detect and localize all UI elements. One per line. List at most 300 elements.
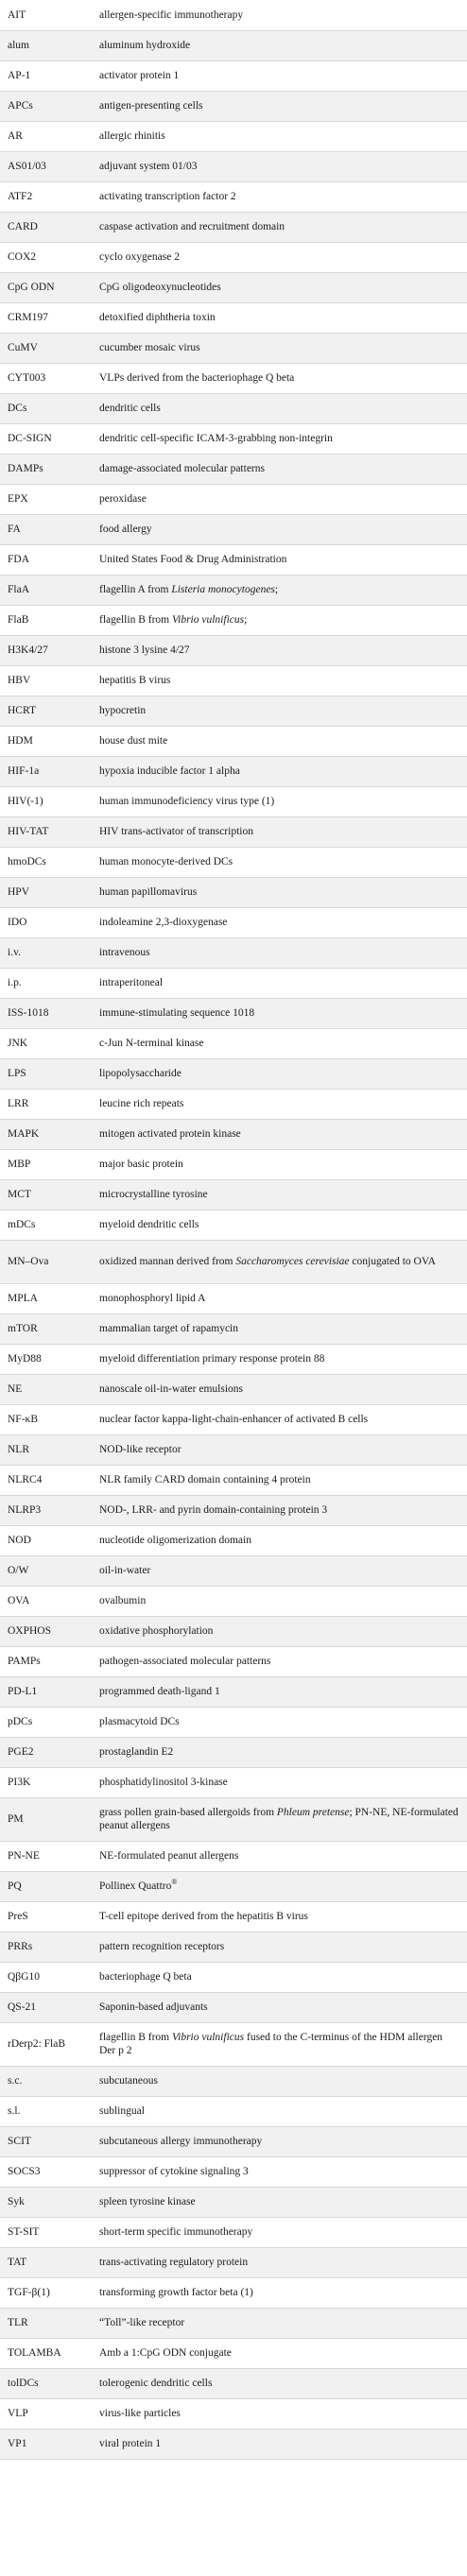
definition-cell: [94, 1707, 467, 1737]
definition-text: microcrystalline tyrosine: [99, 1189, 208, 1200]
definition-italic-text: Phleum pretense: [276, 1807, 350, 1818]
definition-text: trans-activating regulatory protein: [99, 2257, 249, 2268]
table-row: [0, 1586, 467, 1616]
table-row: [0, 696, 467, 726]
table-row: [0, 1404, 467, 1434]
table-row: [0, 544, 467, 575]
definition-cell: [94, 2217, 467, 2247]
definition-cell: [94, 484, 467, 514]
table-row: [0, 635, 467, 665]
definition-cell: [94, 847, 467, 877]
definition-text: HIV trans-activator of transcription: [99, 826, 253, 837]
abbreviation-cell: CARD: [0, 212, 94, 242]
definition-text: hepatitis B virus: [99, 675, 171, 686]
abbreviation-cell: NOD: [0, 1525, 94, 1555]
definition-cell: [94, 2368, 467, 2398]
definition-text: oil-in-water: [99, 1565, 151, 1576]
definition-text: dendritic cell-specific ICAM-3-grabbing non-integrin: [99, 433, 333, 444]
definition-cell: [94, 1901, 467, 1932]
definition-cell: [94, 181, 467, 212]
definition-text: flagellin B from: [99, 614, 172, 626]
abbreviation-cell: PreS: [0, 1901, 94, 1932]
definition-text: viral protein 1: [99, 2438, 162, 2449]
registered-mark: ®: [171, 1878, 178, 1887]
abbreviation-cell: TGF-β(1): [0, 2277, 94, 2308]
definition-cell: [94, 907, 467, 937]
abbreviation-cell: APCs: [0, 91, 94, 121]
abbreviation-cell: ISS-1018: [0, 998, 94, 1028]
abbreviation-cell: SOCS3: [0, 2156, 94, 2187]
table-row: [0, 60, 467, 91]
abbreviation-cell: tolDCs: [0, 2368, 94, 2398]
definition-cell: [94, 756, 467, 786]
definition-text: human immunodeficiency virus type (1): [99, 796, 275, 807]
definition-cell: [94, 1028, 467, 1058]
definition-text: NE-formulated peanut allergens: [99, 1850, 239, 1862]
table-row: [0, 1871, 467, 1901]
definition-text: detoxified diphtheria toxin: [99, 312, 216, 323]
abbreviation-cell: NLRP3: [0, 1495, 94, 1525]
definition-text: subcutaneous allergy immunotherapy: [99, 2136, 263, 2147]
abbreviation-cell: PD-L1: [0, 1676, 94, 1707]
definition-italic-text: Listeria monocytogenes: [171, 584, 275, 595]
abbreviation-cell: PQ: [0, 1871, 94, 1901]
table-row: [0, 605, 467, 635]
table-row: [0, 91, 467, 121]
definition-text: virus-like particles: [99, 2408, 181, 2419]
definition-text-after: ;: [274, 584, 279, 595]
definition-text: phosphatidylinositol 3-kinase: [99, 1777, 228, 1788]
definition-cell: [94, 1992, 467, 2022]
definition-cell: [94, 1616, 467, 1646]
abbreviation-cell: Syk: [0, 2187, 94, 2217]
definition-cell: [94, 1676, 467, 1707]
definition-cell: [94, 968, 467, 998]
definition-italic-text: Vibrio vulnificus: [171, 614, 245, 626]
abbreviation-cell: NLR: [0, 1434, 94, 1465]
definition-text: hypocretin: [99, 705, 147, 716]
definition-text: mammalian target of rapamycin: [99, 1323, 238, 1334]
abbreviation-cell: SCIT: [0, 2126, 94, 2156]
definition-text: allergen-specific immunotherapy: [99, 9, 244, 21]
table-row: [0, 1646, 467, 1676]
definition-text: lipopolysaccharide: [99, 1068, 182, 1079]
definition-text: major basic protein: [99, 1159, 183, 1170]
abbreviation-cell: CuMV: [0, 333, 94, 363]
definition-text: indoleamine 2,3-dioxygenase: [99, 917, 228, 928]
table-row: [0, 937, 467, 968]
definition-text: activator protein 1: [99, 70, 180, 81]
abbreviation-cell: AR: [0, 121, 94, 151]
definition-cell: [94, 333, 467, 363]
definition-cell: [94, 1465, 467, 1495]
definition-text: United States Food & Drug Administration: [99, 554, 287, 565]
abbreviation-cell: LRR: [0, 1089, 94, 1119]
definition-text: intraperitoneal: [99, 977, 164, 988]
table-row: [0, 2247, 467, 2277]
definition-text: CpG oligodeoxynucleotides: [99, 282, 221, 293]
abbreviation-cell: MBP: [0, 1149, 94, 1179]
abbreviation-cell: mDCs: [0, 1210, 94, 1240]
definition-text-after: ;: [244, 614, 248, 626]
table-row: [0, 514, 467, 544]
table-row: [0, 1797, 467, 1841]
definition-text: dendritic cells: [99, 403, 161, 414]
abbreviation-cell: hmoDCs: [0, 847, 94, 877]
definition-text: immune-stimulating sequence 1018: [99, 1007, 255, 1019]
definition-text: grass pollen grain-based allergoids from: [99, 1807, 277, 1818]
definition-cell: [94, 696, 467, 726]
definition-cell: [94, 1119, 467, 1149]
table-row: [0, 1149, 467, 1179]
abbreviation-cell: PAMPs: [0, 1646, 94, 1676]
table-row: [0, 1028, 467, 1058]
definition-cell: [94, 2156, 467, 2187]
definition-cell: [94, 2187, 467, 2217]
table-row: [0, 1089, 467, 1119]
definition-cell: [94, 363, 467, 393]
abbreviation-cell: PRRs: [0, 1932, 94, 1962]
definition-cell: [94, 302, 467, 333]
definition-cell: [94, 2277, 467, 2308]
definition-text: nanoscale oil-in-water emulsions: [99, 1383, 244, 1395]
definition-text: cucumber mosaic virus: [99, 342, 200, 353]
table-row: [0, 907, 467, 937]
definition-text-after: ; PN-NE, NE-formulated peanut allergens: [99, 1807, 458, 1831]
definition-text: human papillomavirus: [99, 886, 198, 898]
definition-cell: [94, 937, 467, 968]
abbreviation-cell: NLRC4: [0, 1465, 94, 1495]
definition-cell: [94, 212, 467, 242]
abbreviation-cell: i.v.: [0, 937, 94, 968]
definition-italic-text: Saccharomyces cerevisiae: [235, 1256, 350, 1267]
definition-cell: [94, 60, 467, 91]
abbreviation-cell: MCT: [0, 1179, 94, 1210]
table-row: [0, 1240, 467, 1283]
definition-text: leucine rich repeats: [99, 1098, 184, 1109]
table-row: [0, 1841, 467, 1871]
definition-text: aluminum hydroxide: [99, 40, 191, 51]
abbreviation-cell: mTOR: [0, 1314, 94, 1344]
table-row: [0, 1616, 467, 1646]
definition-cell: [94, 1932, 467, 1962]
abbreviation-cell: TOLAMBA: [0, 2338, 94, 2368]
table-row: [0, 847, 467, 877]
table-row: [0, 2022, 467, 2066]
definition-text: Saponin-based adjuvants: [99, 2001, 208, 2013]
definition-cell: [94, 2066, 467, 2096]
definition-cell: [94, 1314, 467, 1344]
definition-text: peroxidase: [99, 493, 147, 505]
definition-text: T-cell epitope derived from the hepatitis B virus: [99, 1911, 308, 1922]
table-row: [0, 2187, 467, 2217]
table-row: [0, 1434, 467, 1465]
definition-text: mitogen activated protein kinase: [99, 1128, 241, 1140]
definition-text: VLPs derived from the bacteriophage Q beta: [99, 372, 295, 384]
abbreviation-cell: JNK: [0, 1028, 94, 1058]
definition-text: sublingual: [99, 2105, 145, 2117]
abbreviation-cell: HDM: [0, 726, 94, 756]
definition-text: bacteriophage Q beta: [99, 1971, 192, 1983]
abbreviation-cell: DAMPs: [0, 454, 94, 484]
definition-text: flagellin B from: [99, 2032, 172, 2043]
definition-text: histone 3 lysine 4/27: [99, 644, 190, 656]
table-row: [0, 1737, 467, 1767]
definition-italic-text: Vibrio vulnificus: [171, 2032, 245, 2043]
definition-cell: [94, 1344, 467, 1374]
table-row: [0, 423, 467, 454]
definition-cell: [94, 242, 467, 272]
definition-text: programmed death-ligand 1: [99, 1686, 220, 1697]
table-row: [0, 181, 467, 212]
abbreviation-cell: AP-1: [0, 60, 94, 91]
definition-text: pathogen-associated molecular patterns: [99, 1656, 271, 1667]
definition-cell: [94, 1179, 467, 1210]
definition-cell: [94, 2126, 467, 2156]
table-row: [0, 1495, 467, 1525]
definition-cell: [94, 91, 467, 121]
definition-text: Pollinex Quattro: [99, 1880, 172, 1892]
abbreviation-cell: PI3K: [0, 1767, 94, 1797]
definition-text-after: fused to the C-terminus of the HDM allergen Der p 2: [99, 2032, 443, 2056]
definition-text: NOD-, LRR- and pyrin domain-containing protein 3: [99, 1504, 328, 1516]
table-row: [0, 151, 467, 181]
definition-cell: [94, 1149, 467, 1179]
definition-text: house dust mite: [99, 735, 168, 747]
abbreviation-cell: AS01/03: [0, 151, 94, 181]
table-row: [0, 665, 467, 696]
table-row: [0, 484, 467, 514]
table-row: [0, 333, 467, 363]
table-row: [0, 877, 467, 907]
definition-cell: [94, 1495, 467, 1525]
table-row: [0, 756, 467, 786]
table-row: [0, 2096, 467, 2126]
abbreviation-cell: pDCs: [0, 1707, 94, 1737]
table-row: [0, 1901, 467, 1932]
definition-text: ovalbumin: [99, 1595, 147, 1606]
definition-cell: [94, 2247, 467, 2277]
definition-cell: [94, 1767, 467, 1797]
definition-cell: [94, 1586, 467, 1616]
table-row: [0, 726, 467, 756]
definition-cell: [94, 786, 467, 816]
table-row: [0, 272, 467, 302]
definition-cell: [94, 1240, 467, 1283]
table-row: [0, 1707, 467, 1737]
definition-cell: [94, 726, 467, 756]
table-row: [0, 393, 467, 423]
definition-cell: [94, 2398, 467, 2429]
table-row: [0, 1962, 467, 1992]
definition-cell: [94, 1525, 467, 1555]
abbreviation-cell: NE: [0, 1374, 94, 1404]
table-row: [0, 2338, 467, 2368]
abbreviation-cell: NF-κB: [0, 1404, 94, 1434]
abbreviation-cell: PN-NE: [0, 1841, 94, 1871]
definition-text: intravenous: [99, 947, 150, 958]
definition-cell: [94, 2429, 467, 2459]
definition-text: oxidative phosphorylation: [99, 1625, 214, 1637]
abbreviation-cell: IDO: [0, 907, 94, 937]
table-row: [0, 212, 467, 242]
abbreviation-cell: MPLA: [0, 1283, 94, 1314]
abbreviation-cell: s.l.: [0, 2096, 94, 2126]
abbreviation-cell: OVA: [0, 1586, 94, 1616]
definition-text: food allergy: [99, 524, 152, 535]
definition-cell: [94, 1434, 467, 1465]
table-row: [0, 1283, 467, 1314]
abbreviation-cell: CRM197: [0, 302, 94, 333]
definition-text-after: conjugated to OVA: [349, 1256, 436, 1267]
definition-cell: [94, 1283, 467, 1314]
table-row: [0, 1465, 467, 1495]
table-row: [0, 1344, 467, 1374]
definition-text: human monocyte-derived DCs: [99, 856, 234, 867]
definition-cell: [94, 151, 467, 181]
definition-text: pattern recognition receptors: [99, 1941, 225, 1952]
table-row: [0, 454, 467, 484]
table-row: [0, 1555, 467, 1586]
definition-cell: [94, 454, 467, 484]
definition-text: transforming growth factor beta (1): [99, 2287, 253, 2298]
table-row: [0, 1058, 467, 1089]
abbreviation-cell: PGE2: [0, 1737, 94, 1767]
abbreviation-cell: QβG10: [0, 1962, 94, 1992]
definition-cell: [94, 575, 467, 605]
definition-text: hypoxia inducible factor 1 alpha: [99, 765, 240, 777]
table-row: [0, 2429, 467, 2459]
table-row: [0, 1992, 467, 2022]
table-row: [0, 1314, 467, 1344]
definition-cell: [94, 1646, 467, 1676]
abbreviation-cell: MyD88: [0, 1344, 94, 1374]
definition-cell: [94, 2096, 467, 2126]
definition-cell: [94, 605, 467, 635]
abbreviation-cell: DCs: [0, 393, 94, 423]
definition-text: “Toll”-like receptor: [99, 2317, 185, 2328]
definition-cell: [94, 665, 467, 696]
definition-cell: [94, 544, 467, 575]
definition-text: myeloid differentiation primary response protein 88: [99, 1353, 325, 1365]
abbreviation-cell: alum: [0, 30, 94, 60]
definition-cell: [94, 1374, 467, 1404]
table-row: [0, 1179, 467, 1210]
abbreviation-cell: ATF2: [0, 181, 94, 212]
definition-text: oxidized mannan derived from: [99, 1256, 236, 1267]
abbreviation-cell: OXPHOS: [0, 1616, 94, 1646]
abbreviation-cell: HBV: [0, 665, 94, 696]
definition-cell: [94, 1555, 467, 1586]
definition-cell: [94, 0, 467, 30]
table-row: [0, 0, 467, 30]
abbreviation-cell: HCRT: [0, 696, 94, 726]
abbreviation-cell: H3K4/27: [0, 635, 94, 665]
abbreviation-cell: PM: [0, 1797, 94, 1841]
abbreviation-cell: EPX: [0, 484, 94, 514]
abbreviation-cell: FDA: [0, 544, 94, 575]
table-row: [0, 1767, 467, 1797]
table-row: [0, 1210, 467, 1240]
table-row: [0, 1932, 467, 1962]
definition-cell: [94, 1871, 467, 1901]
table-row: [0, 1525, 467, 1555]
abbreviation-cell: COX2: [0, 242, 94, 272]
abbreviation-cell: MN–Ova: [0, 1240, 94, 1283]
abbreviation-cell: FlaB: [0, 605, 94, 635]
definition-cell: [94, 1962, 467, 1992]
table-row: [0, 1374, 467, 1404]
table-row: [0, 1119, 467, 1149]
abbreviation-cell: AIT: [0, 0, 94, 30]
definition-text: suppressor of cytokine signaling 3: [99, 2166, 249, 2177]
table-row: [0, 302, 467, 333]
abbreviation-cell: FlaA: [0, 575, 94, 605]
definition-cell: [94, 1841, 467, 1871]
definition-text: nucleotide oligomerization domain: [99, 1535, 251, 1546]
definition-cell: [94, 1089, 467, 1119]
definition-cell: [94, 1058, 467, 1089]
definition-cell: [94, 816, 467, 847]
definition-cell: [94, 1737, 467, 1767]
abbreviation-cell: VP1: [0, 2429, 94, 2459]
abbreviation-cell: FA: [0, 514, 94, 544]
definition-cell: [94, 2308, 467, 2338]
definition-text: NLR family CARD domain containing 4 protein: [99, 1474, 311, 1485]
definition-cell: [94, 514, 467, 544]
definition-text: c-Jun N-terminal kinase: [99, 1038, 204, 1049]
definition-text: plasmacytoid DCs: [99, 1716, 180, 1727]
definition-text: cyclo oxygenase 2: [99, 251, 180, 263]
definition-text: allergic rhinitis: [99, 130, 165, 142]
abbreviation-cell: DC-SIGN: [0, 423, 94, 454]
definition-text: subcutaneous: [99, 2075, 158, 2087]
table-row: [0, 575, 467, 605]
definition-cell: [94, 2022, 467, 2066]
abbreviation-cell: QS-21: [0, 1992, 94, 2022]
abbreviation-cell: O/W: [0, 1555, 94, 1586]
abbreviation-cell: i.p.: [0, 968, 94, 998]
abbreviation-cell: rDerp2: FlaB: [0, 2022, 94, 2066]
definition-cell: [94, 423, 467, 454]
table-row: [0, 363, 467, 393]
abbreviation-cell: TLR: [0, 2308, 94, 2338]
table-row: [0, 30, 467, 60]
definition-cell: [94, 393, 467, 423]
abbreviation-cell: CYT003: [0, 363, 94, 393]
abbreviation-cell: TAT: [0, 2247, 94, 2277]
definition-cell: [94, 1404, 467, 1434]
abbreviation-cell: LPS: [0, 1058, 94, 1089]
table-row: [0, 2308, 467, 2338]
table-row: [0, 2126, 467, 2156]
table-row: [0, 998, 467, 1028]
abbreviation-cell: ST-SIT: [0, 2217, 94, 2247]
table-row: [0, 2368, 467, 2398]
definition-text: myeloid dendritic cells: [99, 1219, 199, 1230]
definition-cell: [94, 877, 467, 907]
definition-cell: [94, 998, 467, 1028]
abbreviation-cell: HIF-1a: [0, 756, 94, 786]
definition-cell: [94, 1210, 467, 1240]
definition-text: spleen tyrosine kinase: [99, 2196, 196, 2207]
definition-text: nuclear factor kappa-light-chain-enhancer of activated B cells: [99, 1414, 369, 1425]
table-row: [0, 121, 467, 151]
definition-text: Amb a 1:CpG ODN conjugate: [99, 2347, 232, 2359]
table-row: [0, 2217, 467, 2247]
definition-text: damage-associated molecular patterns: [99, 463, 265, 474]
abbreviation-cell: HPV: [0, 877, 94, 907]
